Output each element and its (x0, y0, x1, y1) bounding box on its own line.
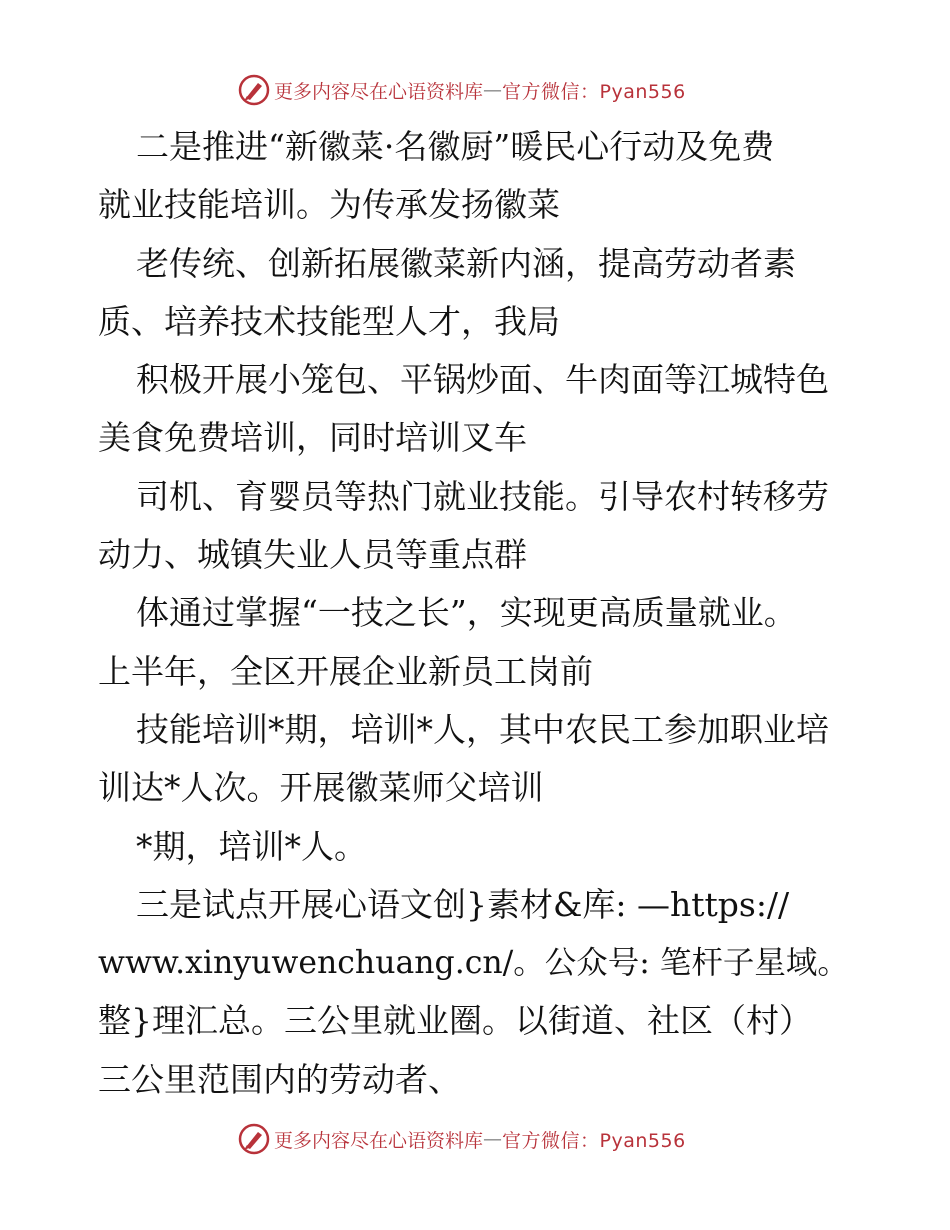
watermark-main-text: 更多内容尽在心语资料库 (274, 80, 484, 103)
watermark-dash: — (483, 79, 503, 101)
text-line: 质、培养技术技能型人才，我局 (98, 301, 560, 341)
footer-watermark (238, 1122, 686, 1156)
text-line: *期，培训*人。 (136, 826, 367, 866)
text-line: 三公里范围内的劳动者、 (98, 1059, 461, 1099)
watermark-main-text: 更多内容尽在心语资料库 (274, 1129, 484, 1152)
text-line: 体通过掌握“一技之长”，实现更高质量就业。 (136, 593, 797, 633)
watermark-contact: 官方微信：Pyan556 (502, 80, 686, 103)
watermark-contact: 官方微信：Pyan556 (502, 1129, 686, 1152)
text-line: 司机、育婴员等热门就业技能。引导农村转移劳 (136, 476, 829, 516)
pen-seal-icon (238, 74, 270, 106)
watermark-dash: — (483, 1128, 503, 1150)
document-body (98, 118, 858, 1109)
text-line: 三是试点开展心语文创}素材&库: —https:// (136, 884, 790, 924)
text-line: www.xinyuwenchuang.cn/。公众号: 笔杆子星域。 (98, 945, 849, 982)
header-watermark (238, 73, 686, 107)
text-line: 整}理汇总。三公里就业圈。以街道、社区（村） (98, 1001, 812, 1041)
text-line: 老传统、创新拓展徽菜新内涵，提高劳动者素 (136, 243, 796, 283)
text-line: 就业技能培训。为传承发扬徽菜 (98, 185, 560, 225)
pen-seal-icon (238, 1123, 270, 1155)
text-line: 训达*人次。开展徽菜师父培训 (98, 768, 544, 808)
text-line: 美食免费培训，同时培训叉车 (98, 418, 527, 458)
text-line: 二是推进“新徽菜·名徽厨”暖民心行动及免费 (136, 127, 775, 166)
text-line: 上半年，全区开展企业新员工岗前 (98, 651, 593, 691)
text-line: 动力、城镇失业人员等重点群 (98, 535, 527, 575)
text-line: 技能培训*期，培训*人，其中农民工参加职业培 (136, 709, 829, 749)
text-line: 积极开展小笼包、平锅炒面、牛肉面等江城特色 (136, 360, 829, 400)
